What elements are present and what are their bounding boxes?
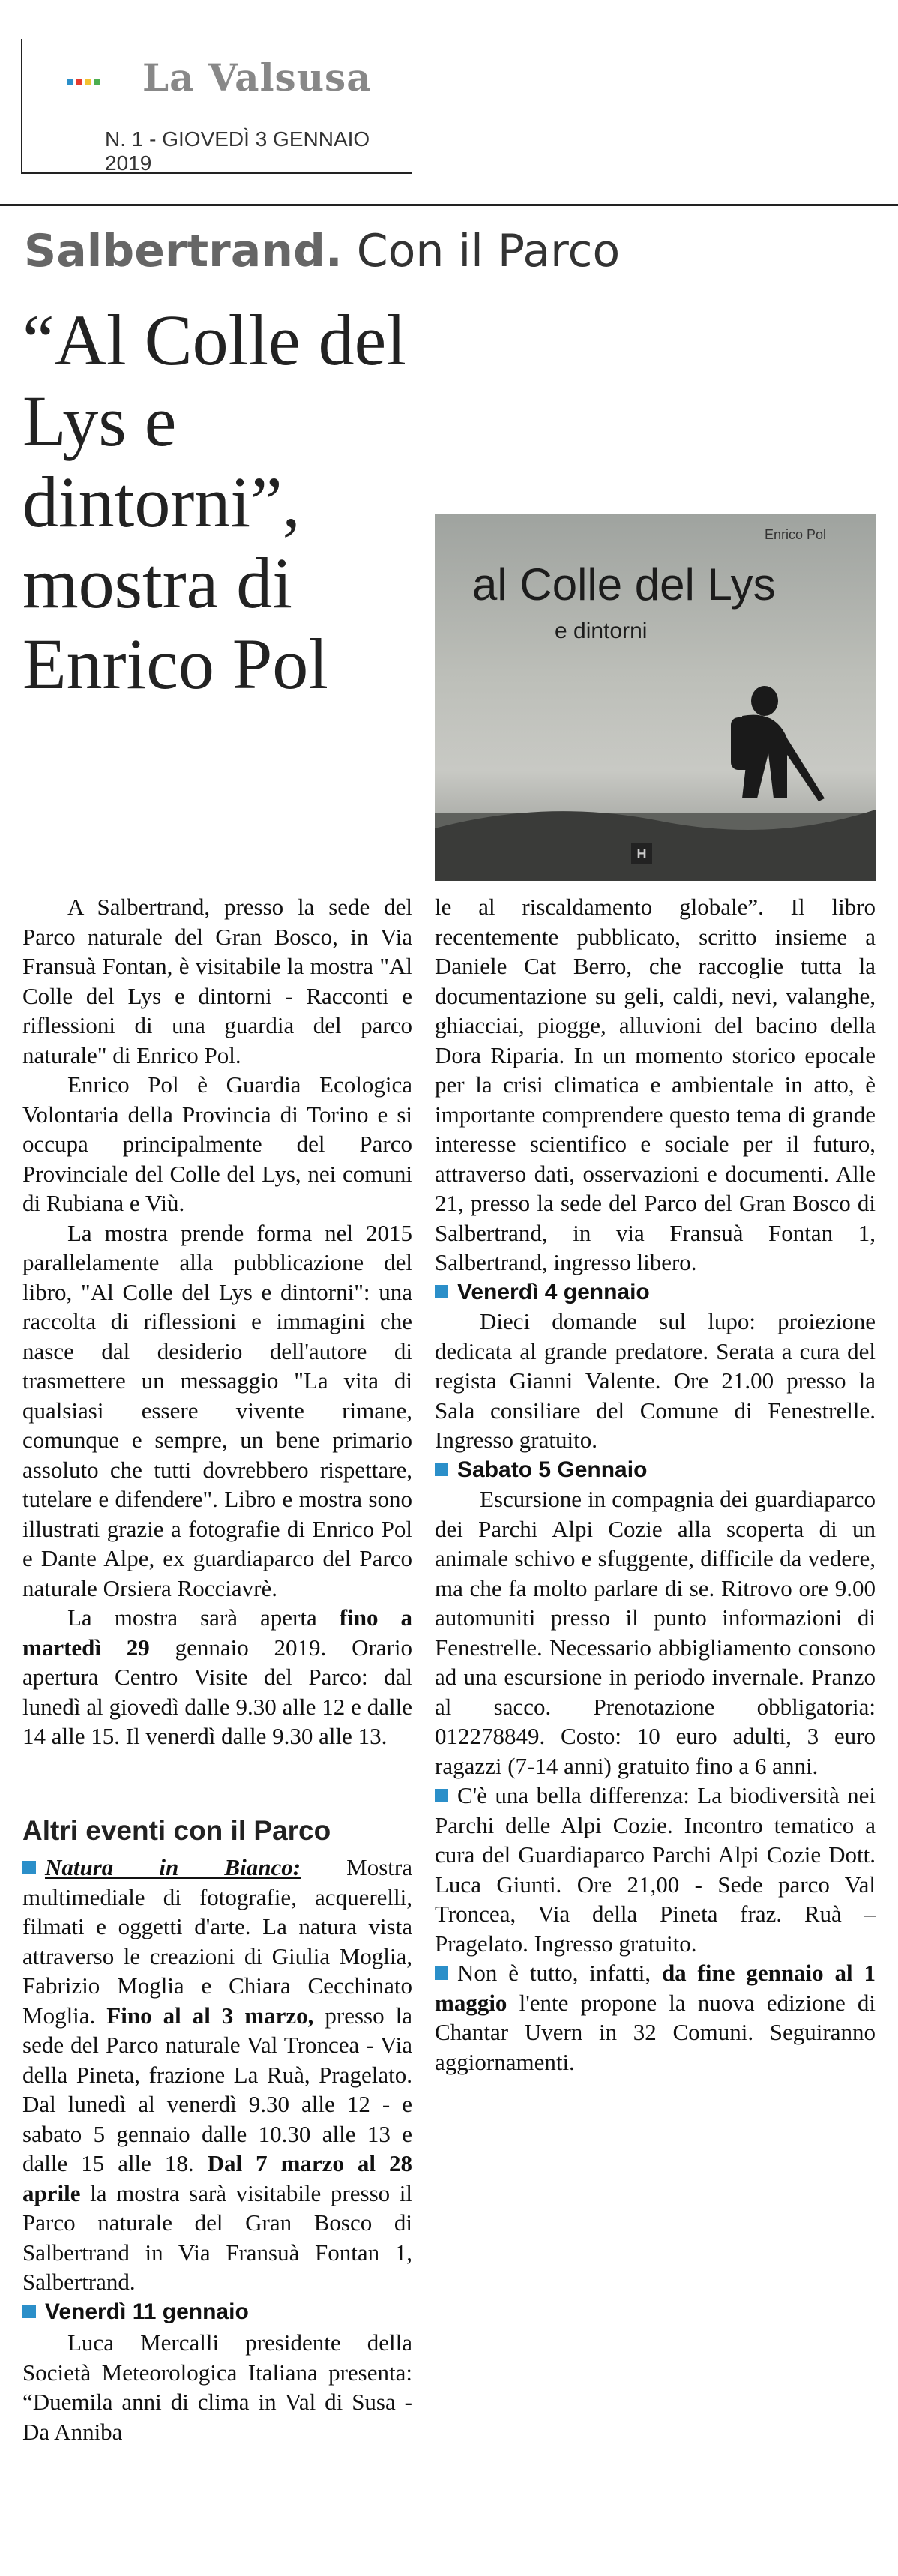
book-author: Enrico Pol: [765, 527, 827, 542]
kicker-place: Salbertrand.: [24, 225, 343, 277]
column-right-flow: [435, 892, 876, 2077]
p4-text-bold: fino a martedì 29: [22, 1604, 412, 1661]
event-6-text: [435, 1958, 876, 2077]
event-1-text-c: presso la sede del Parco naturale Val Troncea - Via della Pineta, frazione La Ruà, Pragelato. Dal lunedì al venerdì 9.30 alle 12 - e sabato 5 gennaio dalle 10.30 alle 13 e dalle 15 alle 18.: [22, 2002, 412, 2176]
event-3-text: Dieci domande sul lupo: proiezione dedicata al grande predatore. Serata a cura del regista Gianni Valente. Ore 21.00 presso la Sala consiliare del Comune di Fenestrelle. Ingresso gratuito.: [435, 1308, 876, 1453]
masthead: [21, 39, 412, 174]
event-3-date: Venerdì 4 gennaio: [457, 1279, 650, 1304]
event-6-text-c: l'ente propone la nuova edizione di Chantar Uvern in 32 Comuni. Seguiranno aggiornamenti.: [435, 1989, 876, 2075]
bullet-square-icon: [435, 1789, 448, 1802]
paragraph-3: La mostra prende forma nel 2015 parallelamente alla pubblicazione del libro, "Al Colle del Lys e dintorni": una raccolta di riflessioni e immagini che nasce dal desiderio dell'autore di trasmettere un messaggio "La vita di qualsiasi essere vivente rimane, comunque e sempre, un bene primario assoluto che tutti dovrebbero rispettare, tutelare e difendere". Libro e mostra sono illustrati grazie a fotografie di Enrico Pol e Dante Alpe, ex guardiaparco del Parco naturale Orsiera Rocciavrè.: [22, 1219, 412, 1601]
event-5-text: [435, 1781, 876, 1958]
bullet-square-icon: [435, 1285, 448, 1298]
bullet-square-icon: [22, 1861, 36, 1874]
column-left: [22, 892, 412, 2326]
column-left-continued: [22, 2328, 412, 2446]
event-6-date: da fine gennaio al 1 maggio: [435, 1960, 876, 2016]
newspaper-name: La Valsusa: [142, 55, 372, 100]
event-natura-in-bianco: [22, 1853, 412, 2297]
event-2-text-part-2: le al riscaldamento globale”. Il libro recentemente pubblicato, scritto insieme a Daniele Cat Berro, che raccoglie tutta la documentazione su geli, caldi, nevi, valanghe, ghiacciai, piogge, alluvioni del bacino della Dora Riparia. In un momento storico epocale per la crisi climatica e ambientale in atto, è importante comprendere questo tema di grande interesse scientifico e sociale per il futuro, attraverso dati, osservazioni e documenti. Alle 21, presso la sede del Parco del Gran Bosco di Salbertrand, in via Fransuà Fontan 1, Salbertrand, ingresso libero.: [435, 894, 876, 1275]
bullet-square-icon: [435, 1966, 448, 1980]
paragraph-4: [22, 1603, 412, 1751]
paragraph-2: Enrico Pol è Guardia Ecologica Volontaria della Provincia di Torino e si occupa principalmente del Parco Provinciale del Colle del Lys, nei comuni di Rubiana e Viù.: [22, 1071, 412, 1216]
p4-text-a: La mostra sarà aperta: [67, 1604, 340, 1631]
event-4-date: Sabato 5 Gennaio: [457, 1457, 648, 1482]
event-1-date-b: Dal 7 marzo al 28 aprile: [22, 2150, 412, 2206]
event-2-date: Venerdì 11 gennaio: [45, 2299, 249, 2324]
headline: “Al Colle del Lys e dintorni”, mostra di Enrico Pol: [22, 300, 406, 704]
issue-line: N. 1 - GIOVEDÌ 3 GENNAIO 2019: [105, 127, 370, 175]
publisher-logo: H: [631, 843, 652, 864]
event-2-text-part-1: Luca Mercalli presidente della Società Meteorologica Italiana presenta: “Duemila anni di clima in Val di Susa - Da Anniba: [22, 2329, 412, 2445]
event-1-text-e: la mostra sarà visitabile presso il Parco naturale del Gran Bosco di Salbertrand in Via Fransuà Fontan 1, Salbertrand.: [22, 2179, 412, 2295]
book-cover-image: [435, 514, 876, 881]
event-1-text-a: Mostra multimediale di fotografie, acquerelli, filmati e oggetti d'arte. La natura vista attraverso le creazioni di Giulia Moglia, Fabrizio Moglia e Chiara Cecchinato Moglia.: [22, 1854, 413, 2029]
event-4-text: Escursione in compagnia dei guardiaparco dei Parchi Alpi Cozie alla scoperta di un animale schivo e sfuggente, difficile da vedere, ma che fa molto parlare di se. Ritrovo ore 9.00 automuniti presso il punto informazioni di Fenestrelle. Necessario abbigliamento consono ad una escursione in periodo invernale. Pranzo al sacco. Prenotazione obbligatoria: 012278849. Costo: 10 euro adulti, 3 euro ragazzi (7-14 anni) gratuito fino a 6 anni.: [435, 1486, 876, 1779]
masthead-color-dots: [67, 75, 112, 87]
paragraph-1: A Salbertrand, presso la sede del Parco naturale del Gran Bosco, in Via Fransuà Fontan, è visitabile la mostra "Al Colle del Lys e dintorni - Racconti e riflessioni di una guardia del parco naturale" di Enrico Pol.: [22, 894, 412, 1068]
event-4-heading: [435, 1455, 876, 1485]
event-3-heading: [435, 1278, 876, 1307]
bullet-square-icon: [435, 1463, 448, 1476]
bullet-square-icon: [22, 2305, 36, 2318]
section-title: Altri eventi con il Parco: [22, 1814, 331, 1846]
kicker-rest: Con il Parco: [342, 225, 621, 277]
event-6-text-a: Non è tutto, infatti,: [457, 1960, 662, 1986]
event-2-heading: [22, 2297, 412, 2327]
event-1-date-a: Fino al al 3 marzo,: [106, 2002, 314, 2029]
event-5-body: C'è una bella differenza: La biodiversità nei Parchi delle Alpi Cozie. Incontro tematico a cura del Guardiaparco Parchi Alpi Cozie Dott. Luca Giunti. Ore 21,00 - Sede parco Val Troncea, Via della Pineta fraz. Ruà – Pragelato. Ingresso gratuito.: [435, 1782, 876, 1957]
kicker: [24, 225, 620, 277]
book-title: al Colle del Lys: [472, 559, 776, 610]
p4-text-c: gennaio 2019. Orario apertura Centro Visite del Parco: dal lunedì al giovedì dalle 9.30 alle 12 e dalle 14 alle 15. Il venerdì dalle 9.30 alle 13.: [22, 1634, 412, 1749]
book-subtitle: e dintorni: [555, 619, 648, 643]
event-1-title: Natura in Bianco:: [45, 1854, 301, 1880]
top-rule: [0, 204, 898, 206]
